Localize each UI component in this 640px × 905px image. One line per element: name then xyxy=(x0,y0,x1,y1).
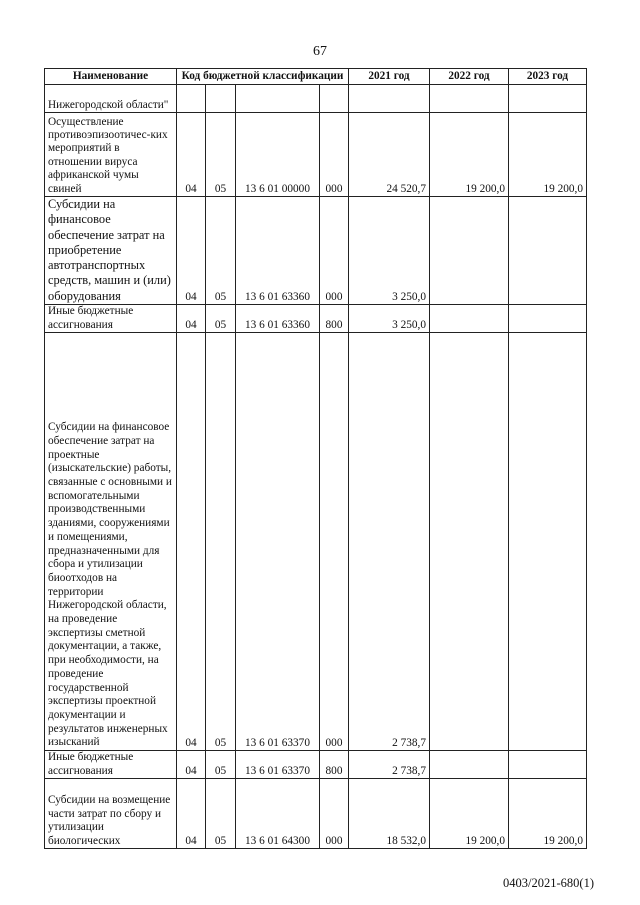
row-2023 xyxy=(509,333,587,751)
row-expense-type: 800 xyxy=(320,305,349,333)
row-name: Субсидии на финансовое обеспечение затрат на приобретение автотранспортных средств, машин и (или) оборудования xyxy=(45,197,177,305)
header-2023: 2023 год xyxy=(509,69,587,85)
row-expense-type: 000 xyxy=(320,779,349,849)
row-2021: 24 520,7 xyxy=(349,113,430,197)
table-row xyxy=(45,333,587,751)
row-section: 04 xyxy=(177,779,206,849)
table-row xyxy=(45,779,587,849)
row-2022 xyxy=(430,751,509,779)
row-name: Субсидии на возмещение части затрат по сбору и утилизации биологических xyxy=(45,779,177,849)
row-2021 xyxy=(349,85,430,113)
row-2023 xyxy=(509,305,587,333)
row-2022 xyxy=(430,197,509,305)
table-row xyxy=(45,305,587,333)
table-row xyxy=(45,751,587,779)
row-subsection: 05 xyxy=(206,333,236,751)
row-2022: 19 200,0 xyxy=(430,779,509,849)
row-section: 04 xyxy=(177,333,206,751)
row-2023 xyxy=(509,751,587,779)
row-2022 xyxy=(430,305,509,333)
row-2021: 2 738,7 xyxy=(349,751,430,779)
row-section: 04 xyxy=(177,197,206,305)
row-expense-type: 000 xyxy=(320,333,349,751)
row-section: 04 xyxy=(177,113,206,197)
header-2022: 2022 год xyxy=(430,69,509,85)
row-subsection: 05 xyxy=(206,305,236,333)
row-expense-type: 000 xyxy=(320,113,349,197)
row-2023: 19 200,0 xyxy=(509,779,587,849)
page-number: 67 xyxy=(313,44,327,59)
row-2022 xyxy=(430,85,509,113)
row-section xyxy=(177,85,206,113)
table-row xyxy=(45,197,587,305)
table-header xyxy=(45,69,587,85)
row-subsection: 05 xyxy=(206,197,236,305)
row-subsection: 05 xyxy=(206,113,236,197)
row-target-code: 13 6 01 00000 xyxy=(236,113,320,197)
row-target-code: 13 6 01 64300 xyxy=(236,779,320,849)
row-2023 xyxy=(509,197,587,305)
document-code: 0403/2021-680(1) xyxy=(503,876,594,890)
row-target-code xyxy=(236,85,320,113)
row-target-code: 13 6 01 63360 xyxy=(236,197,320,305)
row-name: Субсидии на финансовое обеспечение затрат на проектные (изыскательские) работы, связанные с основными и вспомогательными производственными зданиями, сооружениями и помещениями, предназначенными для сбора и утилизации биоотходов на территории Нижегородской области, на проведение экспертизы сметной документации, а также, при необходимости, на проведение государственной экспертизы проектной документации и результатов инженерных изысканий xyxy=(45,333,177,751)
table-row xyxy=(45,113,587,197)
row-expense-type: 800 xyxy=(320,751,349,779)
row-section: 04 xyxy=(177,751,206,779)
header-code: Код бюджетной классификации xyxy=(177,69,349,85)
row-2023 xyxy=(509,85,587,113)
row-2021: 3 250,0 xyxy=(349,305,430,333)
row-2022: 19 200,0 xyxy=(430,113,509,197)
row-2021: 18 532,0 xyxy=(349,779,430,849)
row-subsection xyxy=(206,85,236,113)
row-target-code: 13 6 01 63360 xyxy=(236,305,320,333)
row-2022 xyxy=(430,333,509,751)
table-row xyxy=(45,85,587,113)
row-2021: 2 738,7 xyxy=(349,333,430,751)
row-subsection: 05 xyxy=(206,751,236,779)
header-name: Наименование xyxy=(45,69,177,85)
row-expense-type: 000 xyxy=(320,197,349,305)
row-section: 04 xyxy=(177,305,206,333)
row-subsection: 05 xyxy=(206,779,236,849)
row-name: Иные бюджетные ассигнования xyxy=(45,305,177,333)
row-name: Нижегородской области" xyxy=(45,85,177,113)
row-expense-type xyxy=(320,85,349,113)
row-target-code: 13 6 01 63370 xyxy=(236,751,320,779)
row-2023: 19 200,0 xyxy=(509,113,587,197)
row-name: Осуществление противоэпизоотичес-ких мероприятий в отношении вируса африканской чумы свиней xyxy=(45,113,177,197)
header-2021: 2021 год xyxy=(349,69,430,85)
row-2021: 3 250,0 xyxy=(349,197,430,305)
row-target-code: 13 6 01 63370 xyxy=(236,333,320,751)
budget-table xyxy=(44,68,587,849)
row-name: Иные бюджетные ассигнования xyxy=(45,751,177,779)
